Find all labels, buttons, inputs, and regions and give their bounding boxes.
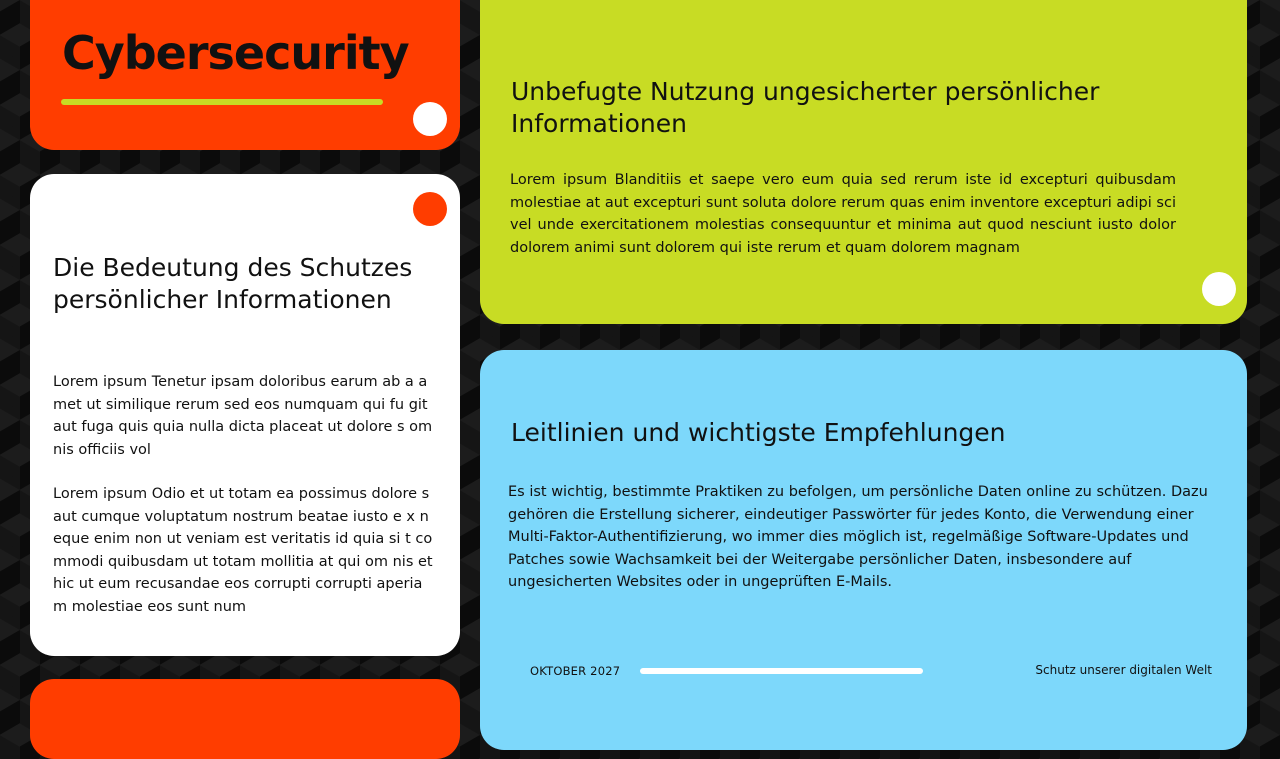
importance-card: [30, 174, 460, 656]
footer-date: OKTOBER 2027: [530, 664, 621, 678]
importance-paragraph-2: Lorem ipsum Odio et ut totam ea possimus dolore s aut cumque voluptatum nostrum beatae iusto e x neque enim non ut veniam est veritatis id quia si t commodi quibusdam ut totam mollitia at qui om nis et hic ut eum recusandae eos corrupti corrupti aperiam molestiae eos sunt num: [53, 486, 433, 615]
importance-paragraph-1: Lorem ipsum Tenetur ipsam doloribus earum ab a amet ut similique rerum sed eos numquam qui fu git aut fuga quis quia nulla dicta placeat ut dolore s omnis officiis vol: [53, 374, 433, 458]
decorative-dot: [413, 102, 447, 136]
footer-divider-bar: [640, 668, 923, 674]
footer-title: Schutz unserer digitalen Welt: [1035, 663, 1212, 677]
decorative-dot: [413, 192, 447, 226]
title-card: [30, 0, 460, 150]
presentation-title: Cybersecurity: [62, 26, 409, 80]
decorative-dot: [1202, 272, 1236, 306]
unauthorized-paragraph: Lorem ipsum Blanditiis et saepe vero eum quia sed rerum iste id excepturi quibusdam molestiae at aut excepturi sunt soluta dolore rerum quas enim inventore excepturi adipi sci vel unde exercitationem molestias consequuntur et minima aut quod nesciunt iusto dolor dolorem animi sunt dolorem qui iste rerum et quam dolorem magnam: [510, 172, 1176, 256]
unauthorized-heading: Unbefugte Nutzung ungesicherter persönlicher Informationen: [511, 77, 1100, 138]
unauthorized-use-card: [480, 0, 1247, 324]
bottom-orange-card: [30, 679, 460, 759]
guidelines-paragraph: Es ist wichtig, bestimmte Praktiken zu befolgen, um persönliche Daten online zu schützen. Dazu gehören die Erstellung sicherer, eindeutiger Passwörter für jedes Konto, die Verwendung einer Multi-Faktor-Authentifizierung, wo immer dies möglich ist, regelmäßige Software-Updates und Patches sowie Wachsamkeit bei der Weitergabe persönlicher Daten, insbesondere auf ungesicherten Websites oder in ungeprüften E-Mails.: [508, 484, 1208, 590]
importance-heading: Die Bedeutung des Schutzes persönlicher Informationen: [53, 253, 413, 314]
title-underline: [61, 99, 383, 105]
guidelines-heading: Leitlinien und wichtigste Empfehlungen: [511, 418, 1006, 447]
guidelines-card: [480, 350, 1247, 750]
